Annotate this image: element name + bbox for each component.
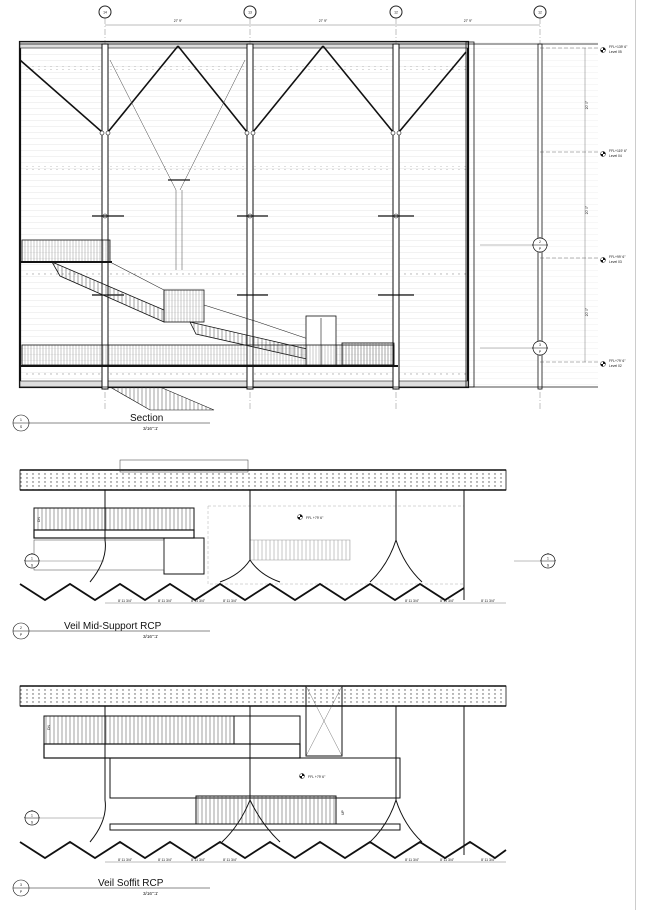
view-title: Veil Soffit RCP: [98, 878, 164, 889]
stair-direction-label: DN: [47, 725, 51, 730]
view-title-block: [13, 878, 210, 896]
ffl-tag: [300, 774, 327, 780]
ffl-text: FFL +79' 6": [308, 775, 326, 779]
fold-dimension: 8' 11 3/4": [118, 599, 132, 603]
view-sheet: P: [19, 633, 23, 637]
marker-number: 1: [31, 813, 33, 818]
fold-dimension: 8' 11 3/4": [191, 858, 205, 862]
level-marker: [601, 255, 627, 264]
stair-direction-label: UP: [341, 810, 345, 815]
fold-dimension: 8' 11 3/4": [405, 599, 419, 603]
fold-dimension: 8' 11 3/4": [223, 599, 237, 603]
grid-dimension: 27' 9": [318, 19, 328, 23]
fold-dimension: 8' 11 3/4": [118, 858, 132, 862]
level-dimension: 20' 0": [585, 100, 589, 110]
level-elevation: FFL+99' 6": [609, 255, 626, 259]
marker-sheet: S: [546, 563, 550, 568]
grid-dimension: 27' 9": [173, 19, 183, 23]
plan-cut-marker: [24, 553, 40, 568]
level-marker: [601, 45, 629, 54]
fold-dimension: 8' 11 3/4": [158, 858, 172, 862]
view-number: 2: [20, 626, 22, 630]
marker-number: 1: [547, 556, 549, 561]
marker-number: 2: [539, 240, 541, 244]
grid-bubble-label: 12: [394, 10, 398, 15]
level-dimension: 20' 0": [585, 307, 589, 317]
view-title-block: [13, 621, 210, 639]
level-elevation: FFL+119' 6": [609, 149, 628, 153]
fold-dimension: 8' 11 3/4": [440, 858, 454, 862]
level-name: Level 05: [609, 50, 622, 54]
sheet-edge: [635, 0, 650, 910]
marker-sheet: P: [538, 350, 542, 354]
view-sheet: S: [19, 425, 23, 429]
fold-dimension: 8' 11 3/4": [158, 599, 172, 603]
veil-fold-line: [20, 842, 506, 858]
grid-bubble: [99, 6, 111, 18]
marker-sheet: S: [30, 563, 34, 568]
grid-bubble: [244, 6, 256, 18]
view-number: 3: [20, 883, 22, 887]
level-elevation: FFL+139' 6": [609, 45, 628, 49]
level-marker: [601, 359, 627, 368]
ffl-tag: [298, 515, 325, 521]
level-name: Level 02: [609, 364, 622, 368]
view-number: 1: [20, 418, 22, 422]
level-elevation: FFL+79' 6": [609, 359, 626, 363]
ffl-text: FFL +79' 6": [306, 516, 324, 520]
view-title: Section: [130, 413, 164, 424]
grid-bubble: [390, 6, 402, 18]
section-view: [13, 6, 628, 431]
view-sheet: P: [19, 890, 23, 894]
marker-number: 3: [539, 343, 541, 347]
grid-bubble-label: 14: [103, 10, 107, 15]
mid-support-rcp-view: [13, 460, 556, 639]
marker-sheet: P: [538, 247, 542, 251]
level-dimension: 20' 0": [585, 205, 589, 215]
level-marker: [601, 149, 628, 158]
marker-sheet: S: [30, 820, 34, 825]
view-scale: 3/16":1': [143, 891, 159, 896]
fold-dimension: 8' 11 3/4": [481, 858, 495, 862]
plan-cut-marker: [540, 553, 556, 568]
marker-number: 1: [31, 556, 33, 561]
fold-dimension: 8' 11 3/4": [481, 599, 495, 603]
fold-dimension: 8' 11 3/4": [405, 858, 419, 862]
grid-bubble: [534, 6, 546, 18]
grid-bubble-label: 12: [538, 10, 542, 15]
veil-fold-line: [20, 584, 464, 600]
fold-dimension: 8' 11 3/4": [191, 599, 205, 603]
fold-dimension: 8' 11 3/4": [223, 858, 237, 862]
plan-cut-marker: [24, 810, 40, 825]
stair-direction-label: DN: [37, 517, 41, 522]
level-name: Level 03: [609, 260, 622, 264]
level-name: Level 04: [609, 154, 622, 158]
view-scale: 3/16":1': [143, 634, 159, 639]
grid-bubble-label: 13: [248, 10, 252, 15]
view-scale: 3/16":1': [143, 426, 159, 431]
view-title: Veil Mid-Support RCP: [64, 621, 162, 632]
view-title-block: [13, 413, 210, 431]
fold-dimension: 8' 11 3/4": [440, 599, 454, 603]
soffit-rcp-view: [13, 686, 506, 896]
grid-dimension: 27' 9": [463, 19, 473, 23]
